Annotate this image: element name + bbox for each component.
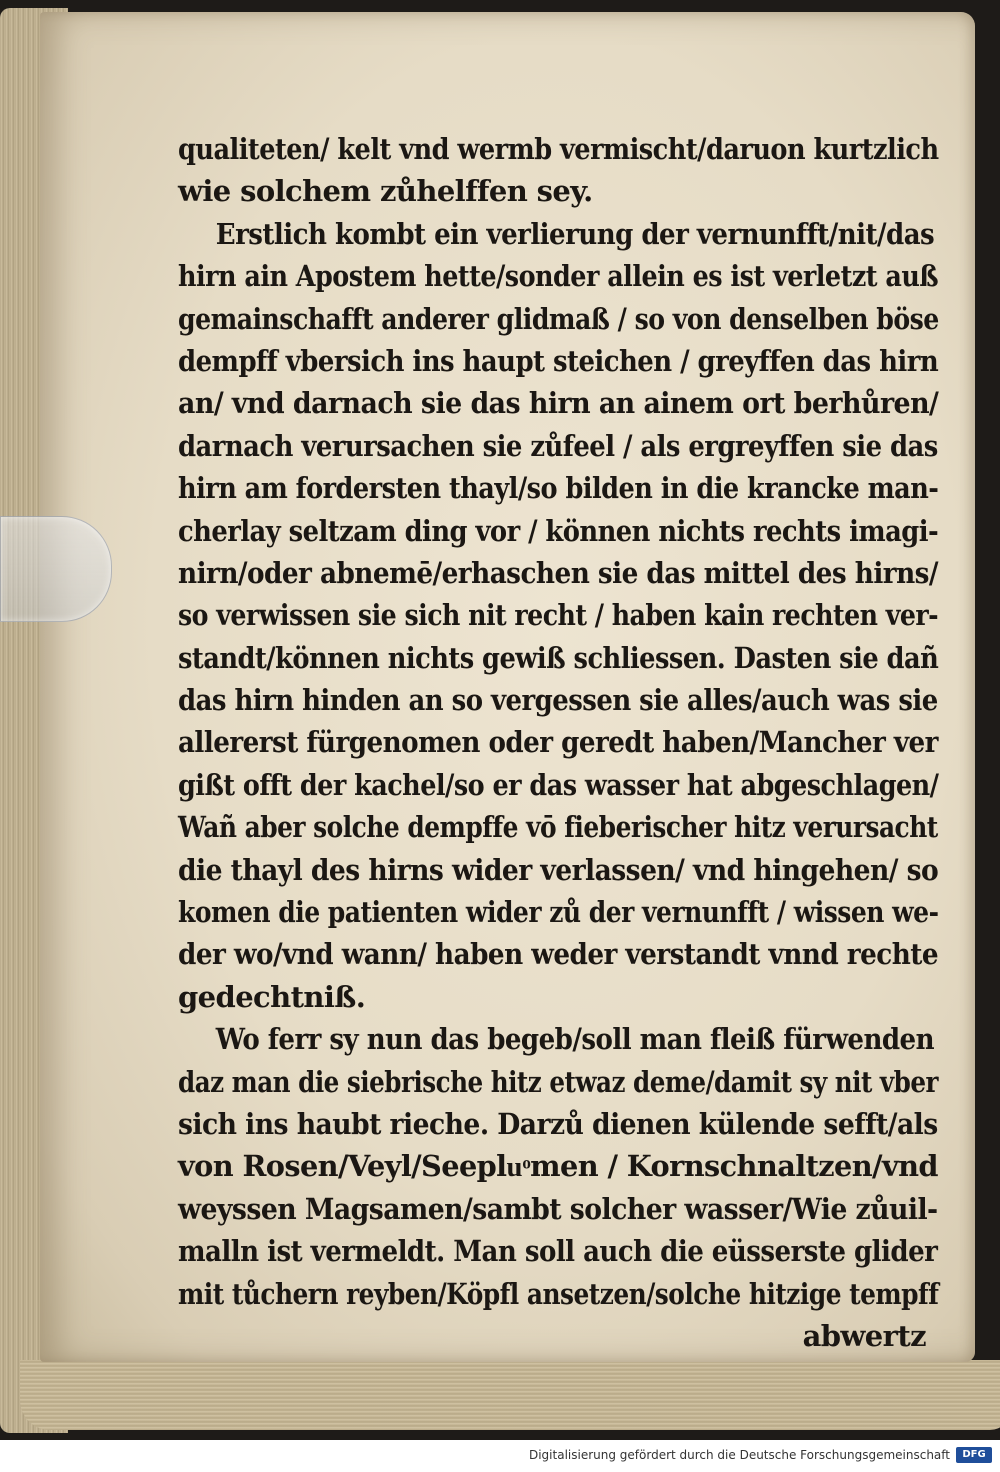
- text-line: Erstlich kombt ein verlierung der vernunfft/nit/das: [215, 216, 935, 251]
- text-line: hirn am fordersten thayl/so bilden in die krancke man-: [178, 471, 939, 506]
- plastic-clip: [0, 516, 112, 622]
- text-line: weyssen Magsamen/sambt solcher wasser/Wie zůuil-: [178, 1191, 938, 1226]
- text-line: dempff vbersich ins haupt steichen / greyffen das hirn: [178, 343, 939, 378]
- text-line: an/ vnd darnach sie das hirn an ainem ort berhůren/: [178, 386, 939, 421]
- text-line: cherlay seltzam ding vor / können nichts rechts imagi-: [178, 513, 939, 548]
- text-line: wie solchem zůhelffen sey.: [178, 174, 593, 209]
- text-line: das hirn hinden an so vergessen sie alles/auch was sie: [178, 683, 938, 718]
- catchword: abwertz: [802, 1318, 926, 1353]
- text-line: Wañ aber solche dempffe vō fieberischer hitz verursacht: [178, 810, 938, 845]
- text-line: gißt offt der kachel/so er das wasser hat abgeschlagen/: [178, 767, 939, 802]
- page-text: [178, 128, 938, 1357]
- text-line: so verwissen sie sich nit recht / haben kain rechten ver-: [178, 598, 939, 633]
- text-line: der wo/vnd wann/ haben weder verstandt vnnd rechte: [178, 937, 939, 972]
- text-line: die thayl des hirns wider verlassen/ vnd hingehen/ so: [178, 852, 939, 887]
- text-line: hirn ain Apostem hette/sonder allein es ist verletzt auß: [178, 259, 939, 294]
- text-line: gedechtniß.: [178, 979, 366, 1014]
- text-line: malln ist vermeldt. Man soll auch die eüsserste glider: [178, 1234, 938, 1269]
- dfg-logo: DFG: [956, 1447, 992, 1463]
- text-line: nirn/oder abnemē/erhaschen sie das mittel des hirns/: [178, 555, 938, 590]
- text-line: komen die patienten wider zů der vernunfft / wissen we-: [178, 895, 939, 930]
- text-line: allererst fürgenomen oder geredt haben/Mancher ver: [178, 725, 938, 760]
- text-line: sich ins haubt rieche. Darzů dienen külende sefft/als: [178, 1106, 938, 1141]
- text-line: darnach verursachen sie zůfeel / als ergreyffen sie das: [178, 428, 938, 463]
- text-line: daz man die siebrische hitz etwaz deme/damit sy nit vber: [178, 1064, 939, 1099]
- text-line: standt/können nichts gewiß schliessen. Dasten sie dañ: [178, 640, 939, 675]
- funding-credit: Digitalisierung gefördert durch die Deutsche Forschungsgemeinschaft: [528, 1448, 950, 1462]
- text-line: Wo ferr sy nun das begeb/soll man fleiß fürwenden: [215, 1022, 935, 1057]
- text-line: gemainschafft anderer glidmaß / so von denselben böse: [178, 301, 939, 336]
- text-line: mit tůchern reyben/Köpfl ansetzen/solche hitzige tempff: [178, 1276, 939, 1311]
- text-line: von Rosen/Veyl/Seepluͦmen / Kornschnaltzen/vnd: [178, 1149, 938, 1184]
- page-stack-bottom: [20, 1360, 1000, 1430]
- footer-bar: [0, 1440, 1000, 1472]
- text-line: qualiteten/ kelt vnd wermb vermischt/daruon kurtzlich: [178, 132, 939, 166]
